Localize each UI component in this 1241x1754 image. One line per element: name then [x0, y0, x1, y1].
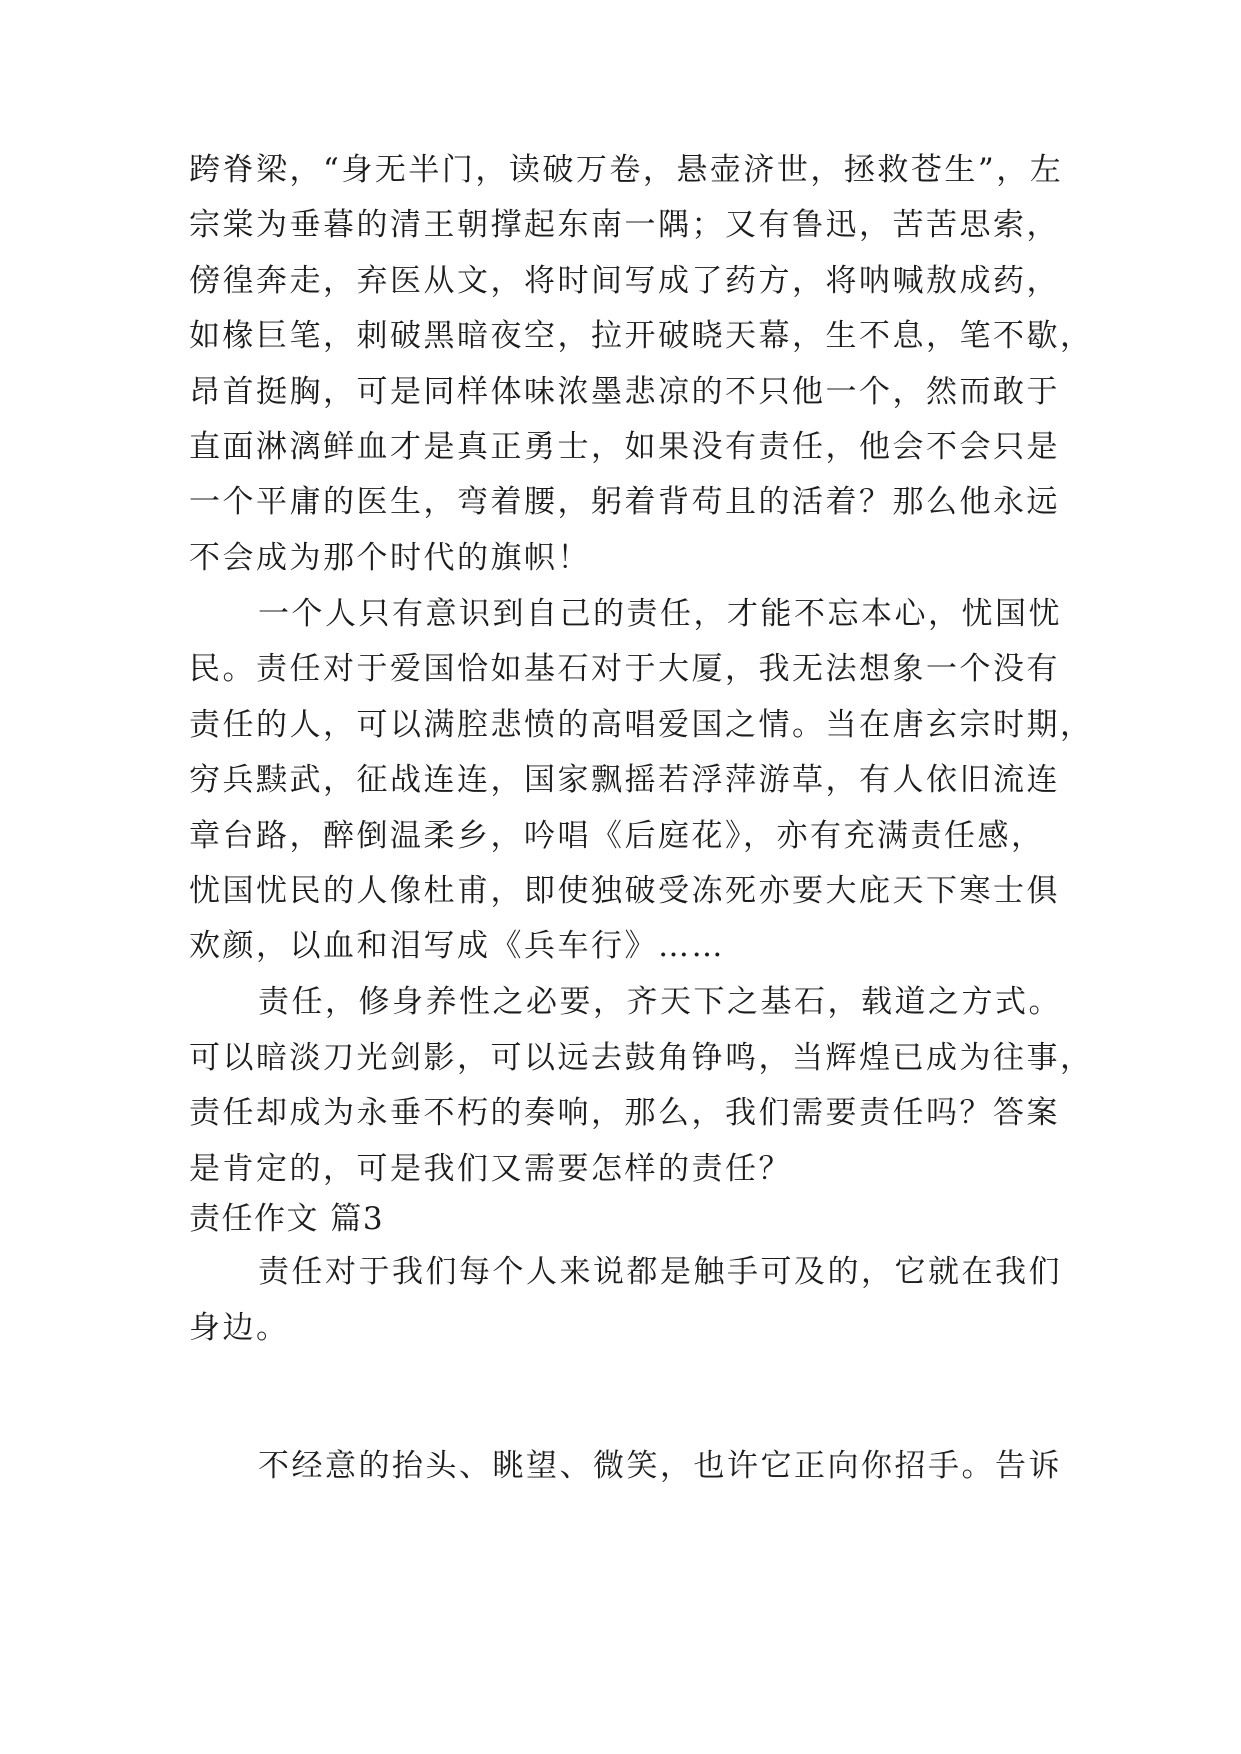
text-line: 不会成为那个时代的旗帜！ [189, 540, 591, 576]
text-line: 一个平庸的医生，弯着腰，躬着背苟且的活着？那么他永远 [189, 484, 1060, 520]
text-line: 是肯定的，可是我们又需要怎样的责任？ [189, 1151, 792, 1187]
text-line: 民。责任对于爱国恰如基石对于大厦，我无法想象一个没有 [189, 651, 1060, 687]
text-line: 昂首挺胸，可是同样体味浓墨悲凉的不只他一个，然而敢于 [189, 374, 1060, 410]
text-line: 责任却成为永垂不朽的奏响，那么，我们需要责任吗？答案 [189, 1095, 1060, 1131]
section-heading: 责任作文 篇3 [189, 1201, 385, 1237]
paragraph-first-line: 责任对于我们每个人来说都是触手可及的，它就在我们 [258, 1254, 1062, 1290]
text-line: 忧国忧民的人像杜甫，即使独破受冻死亦要大庇天下寒士俱 [189, 873, 1060, 909]
text-line: 直面淋漓鲜血才是真正勇士，如果没有责任，他会不会只是 [189, 429, 1060, 465]
text-line: 如椽巨笔，刺破黑暗夜空，拉开破晓天幕，生不息，笔不歇， [189, 318, 1094, 354]
text-line: 身边。 [189, 1310, 290, 1346]
paragraph-first-line: 责任，修身养性之必要，齐天下之基石，载道之方式。 [258, 984, 1062, 1020]
text-line: 跨脊梁，“身无半门，读破万卷，悬壶济世，拯救苍生”，左 [189, 152, 1064, 188]
text-line: 傍徨奔走，弃医从文，将时间写成了药方，将呐喊敖成药， [189, 263, 1060, 299]
paragraph-first-line: 不经意的抬头、眺望、微笑，也许它正向你招手。告诉 [258, 1448, 1062, 1484]
text-line: 欢颜，以血和泪写成《兵车行》…… [189, 928, 725, 964]
text-line: 可以暗淡刀光剑影，可以远去鼓角铮鸣，当辉煌已成为往事， [189, 1040, 1094, 1076]
text-line: 宗棠为垂暮的清王朝撑起东南一隅；又有鲁迅，苦苦思索， [189, 207, 1060, 243]
text-line: 责任的人，可以满腔悲愤的高唱爱国之情。当在唐玄宗时期， [189, 707, 1094, 743]
paragraph-first-line: 一个人只有意识到自己的责任，才能不忘本心，忧国忧 [258, 596, 1062, 632]
text-line: 章台路，醉倒温柔乡，吟唱《后庭花》，亦有充满责任感， [189, 818, 1045, 854]
text-line: 穷兵黩武，征战连连，国家飘摇若浮萍游草，有人依旧流连 [189, 762, 1060, 798]
